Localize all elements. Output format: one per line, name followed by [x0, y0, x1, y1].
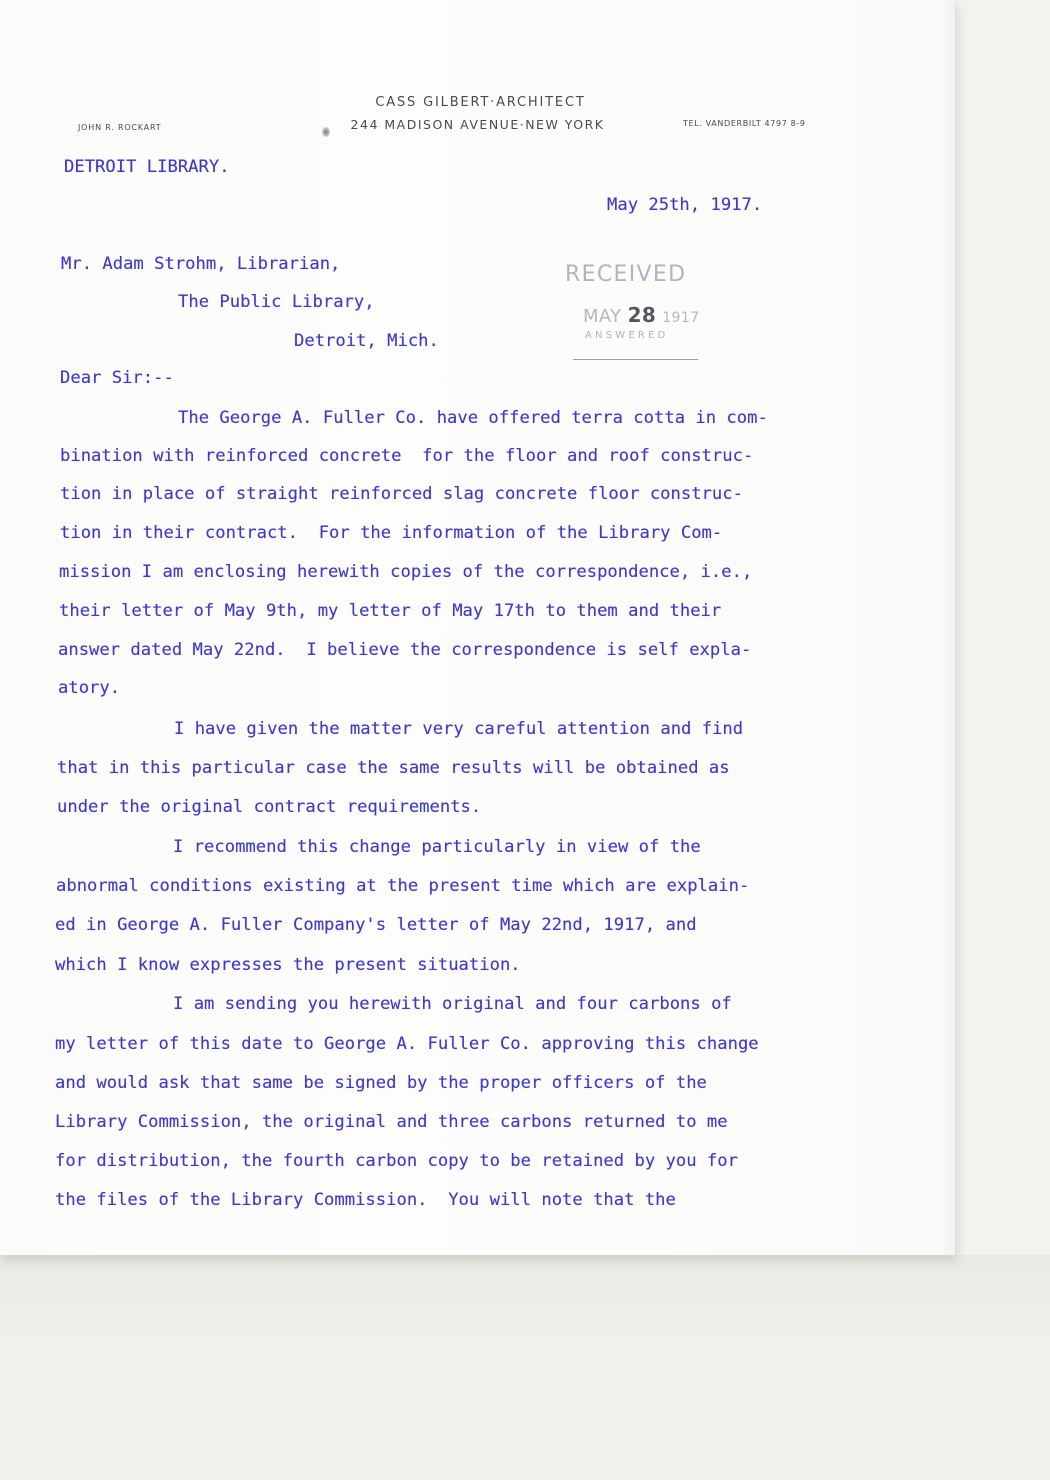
recipient-city: Detroit, Mich. [294, 331, 439, 351]
stamp-title: RECEIVED [565, 262, 687, 287]
body-line: which I know expresses the present situation. [55, 955, 521, 975]
body-line: atory. [58, 678, 121, 698]
letter-date: May 25th, 1917. [607, 195, 763, 215]
stamp-year: 1917 [662, 310, 700, 326]
letterhead-telephone: TEL. VANDERBILT 4797 8-9 [683, 119, 806, 128]
body-line: for distribution, the fourth carbon copy to be retained by you for [55, 1151, 738, 1171]
stamp-rule [573, 359, 698, 360]
recipient-organization: The Public Library, [178, 292, 375, 312]
body-line: mission I am enclosing herewith copies of the correspondence, i.e., [59, 562, 753, 582]
ink-smudge [322, 127, 330, 137]
background-surface [0, 1255, 1050, 1480]
letterhead-left-note: JOHN R. ROCKART [78, 123, 162, 132]
body-line: their letter of May 9th, my letter of May 17th to them and their [59, 601, 722, 621]
body-line: under the original contract requirements. [57, 797, 482, 817]
sheet-edge-shadow [938, 0, 955, 1255]
body-line: answer dated May 22nd. I believe the correspondence is self expla- [58, 640, 752, 660]
body-line: I recommend this change particularly in view of the [173, 837, 701, 857]
body-line: I am sending you herewith original and four carbons of [173, 994, 732, 1014]
stamp-month: MAY [583, 306, 622, 327]
recipient-name: Mr. Adam Strohm, Librarian, [61, 254, 341, 274]
body-line: and would ask that same be signed by the proper officers of the [55, 1073, 707, 1093]
body-line: my letter of this date to George A. Fuller Co. approving this change [55, 1034, 759, 1054]
body-line: ed in George A. Fuller Company's letter of May 22nd, 1917, and [55, 915, 697, 935]
body-line: the files of the Library Commission. You will note that the [55, 1190, 676, 1210]
salutation: Dear Sir:-- [60, 368, 174, 388]
letter-subject: DETROIT LIBRARY. [64, 157, 230, 177]
body-line: bination with reinforced concrete for the floor and roof construc- [60, 446, 754, 466]
body-line: tion in place of straight reinforced slag concrete floor construc- [60, 484, 743, 504]
letterhead-firm-name: CASS GILBERT·ARCHITECT [375, 95, 586, 110]
body-line: I have given the matter very careful attention and find [174, 719, 744, 739]
body-line: that in this particular case the same results will be obtained as [57, 758, 730, 778]
body-line: abnormal conditions existing at the present time which are explain- [56, 876, 750, 896]
received-stamp [565, 262, 705, 367]
body-line: Library Commission, the original and three carbons returned to me [55, 1112, 728, 1132]
letterhead-address: 244 MADISON AVENUE·NEW YORK [350, 117, 605, 132]
stamp-day: 28 [627, 303, 657, 327]
body-line: The George A. Fuller Co. have offered terra cotta in com- [178, 408, 768, 428]
stamp-status: ANSWERED [585, 330, 669, 341]
body-line: tion in their contract. For the information of the Library Com- [60, 523, 723, 543]
stamp-date [583, 303, 699, 327]
